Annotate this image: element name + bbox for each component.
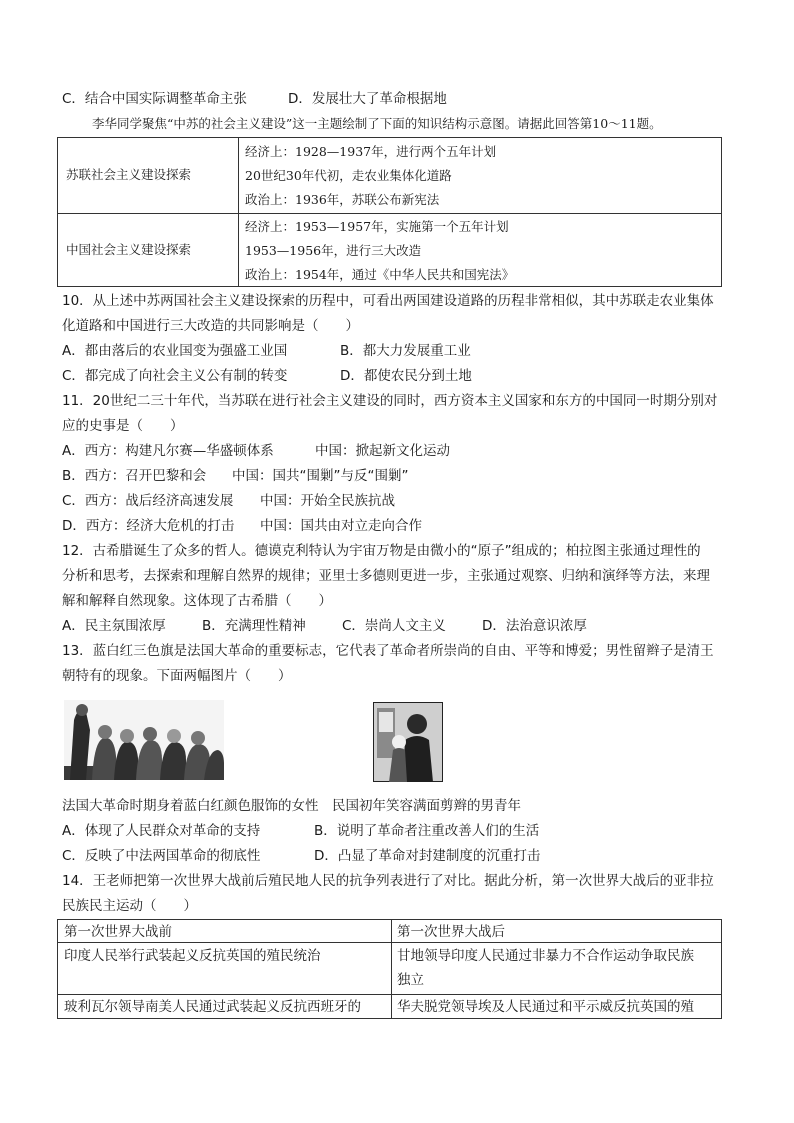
cell-item: 1953—1956年，进行三大改造 — [245, 243, 422, 258]
column-divider — [238, 138, 239, 213]
image-caption: 法国大革命时期身着蓝白红颜色服饰的女性 民国初年笑容满面剪辫的男青年 — [62, 798, 521, 814]
q13-stem-1: 13．蓝白红三色旗是法国大革命的重要标志，它代表了革命者所崇尚的自由、平等和博爱；男性留辫子是清王 — [62, 643, 714, 659]
q13-option-d: D．凸显了革命对封建制度的沉重打击 — [314, 848, 541, 864]
column-divider — [391, 920, 392, 1018]
q10-option-b: B．都大力发展重工业 — [340, 343, 471, 359]
q10-stem-2: 化道路和中国进行三大改造的共同影响是（ ） — [62, 318, 359, 334]
q12-stem-1: 12．古希腊诞生了众多的哲人。德谟克利特认为宇宙万物是由微小的“原子”组成的；柏拉图主张通过理性的 — [62, 543, 701, 559]
table-cell: 华夫脱党领导埃及人民通过和平示威反抗英国的殖 — [397, 999, 694, 1015]
cell-item: 经济上：1928—1937年，进行两个五年计划 — [245, 144, 497, 159]
q12-option-d: D．法治意识浓厚 — [482, 618, 587, 634]
q11-option-a-china: 中国：掀起新文化运动 — [315, 443, 450, 459]
intro-text: 李华同学聚焦“中苏的社会主义建设”这一主题绘制了下面的知识结构示意图。请据此回答第10～11题。 — [92, 116, 662, 131]
q14-stem-1: 14．王老师把第一次世界大战前后殖民地人民的抗争列表进行了对比。据此分析，第一次世界大战后的亚非拉 — [62, 873, 714, 889]
cell-item: 政治上：1936年，苏联公布新宪法 — [245, 192, 440, 207]
q11-stem-1: 11．20世纪二三十年代，当苏联在进行社会主义建设的同时，西方资本主义国家和东方的中国同一时期分别对 — [62, 393, 718, 409]
table-cell: 独立 — [397, 972, 424, 988]
q13-option-b: B．说明了革命者注重改善人们的生活 — [314, 823, 540, 839]
comparison-table — [57, 919, 722, 1019]
column-divider — [238, 213, 239, 287]
q11-option-c-west: C．西方：战后经济高速发展 — [62, 493, 234, 509]
prev-option-c: C．结合中国实际调整革命主张 — [62, 91, 247, 107]
q10-option-c: C．都完成了向社会主义公有制的转变 — [62, 368, 288, 384]
french-revolution-women-illustration — [64, 700, 224, 780]
q11-option-b-china: 中国：国共“围剿”与反“围剿” — [232, 468, 409, 484]
row-cells — [245, 140, 496, 212]
row-head: 苏联社会主义建设探索 — [66, 167, 192, 182]
q13-option-c: C．反映了中法两国革命的彻底性 — [62, 848, 261, 864]
q12-stem-2: 分析和思考，去探索和理解自然界的规律；亚里士多德则更进一步，主张通过观察、归纳和演绎等方法，来理 — [62, 568, 710, 584]
q11-stem-2: 应的史事是（ ） — [62, 418, 184, 434]
table-cell: 甘地领导印度人民通过非暴力不合作运动争取民族 — [397, 948, 694, 964]
q14-stem-2: 民族民主运动（ ） — [62, 898, 197, 914]
header-before-ww1: 第一次世界大战前 — [64, 924, 172, 940]
table-cell: 印度人民举行武装起义反抗英国的殖民统治 — [64, 948, 321, 964]
q11-option-a-west: A．西方：构建凡尔赛—华盛顿体系 — [62, 443, 274, 459]
q12-option-c: C．崇尚人文主义 — [342, 618, 446, 634]
republic-era-young-man-photo — [373, 702, 443, 782]
q10-option-a: A．都由落后的农业国变为强盛工业国 — [62, 343, 288, 359]
cell-item: 政治上：1954年，通过《中华人民共和国宪法》 — [245, 267, 515, 282]
cell-item: 20世纪30年代初，走农业集体化道路 — [245, 168, 452, 183]
table-row — [58, 138, 721, 214]
q12-option-a: A．民主氛围浓厚 — [62, 618, 166, 634]
q13-stem-2: 朝特有的现象。下面两幅图片（ ） — [62, 668, 292, 684]
table-row — [58, 213, 721, 287]
row-head: 中国社会主义建设探索 — [66, 242, 192, 257]
q13-option-a: A．体现了人民群众对革命的支持 — [62, 823, 261, 839]
prev-option-d: D．发展壮大了革命根据地 — [288, 91, 447, 107]
knowledge-structure-table — [57, 137, 722, 287]
header-after-ww1: 第一次世界大战后 — [397, 924, 505, 940]
q11-option-d-west: D．西方：经济大危机的打击 — [62, 518, 235, 534]
row-cells — [245, 215, 514, 287]
q11-option-b-west: B．西方：召开巴黎和会 — [62, 468, 207, 484]
q12-option-b: B．充满理性精神 — [202, 618, 306, 634]
q11-option-d-china: 中国：国共由对立走向合作 — [260, 518, 422, 534]
cell-item: 经济上：1953—1957年，实施第一个五年计划 — [245, 219, 509, 234]
q10-stem-1: 10．从上述中苏两国社会主义建设探索的历程中，可看出两国建设道路的历程非常相似，其中苏联走农业集体 — [62, 293, 714, 309]
q11-option-c-china: 中国：开始全民族抗战 — [260, 493, 395, 509]
q12-stem-3: 解和解释自然现象。这体现了古希腊（ ） — [62, 593, 332, 609]
q10-option-d: D．都使农民分到土地 — [340, 368, 472, 384]
table-cell: 玻利瓦尔领导南美人民通过武装起义反抗西班牙的 — [64, 999, 361, 1015]
